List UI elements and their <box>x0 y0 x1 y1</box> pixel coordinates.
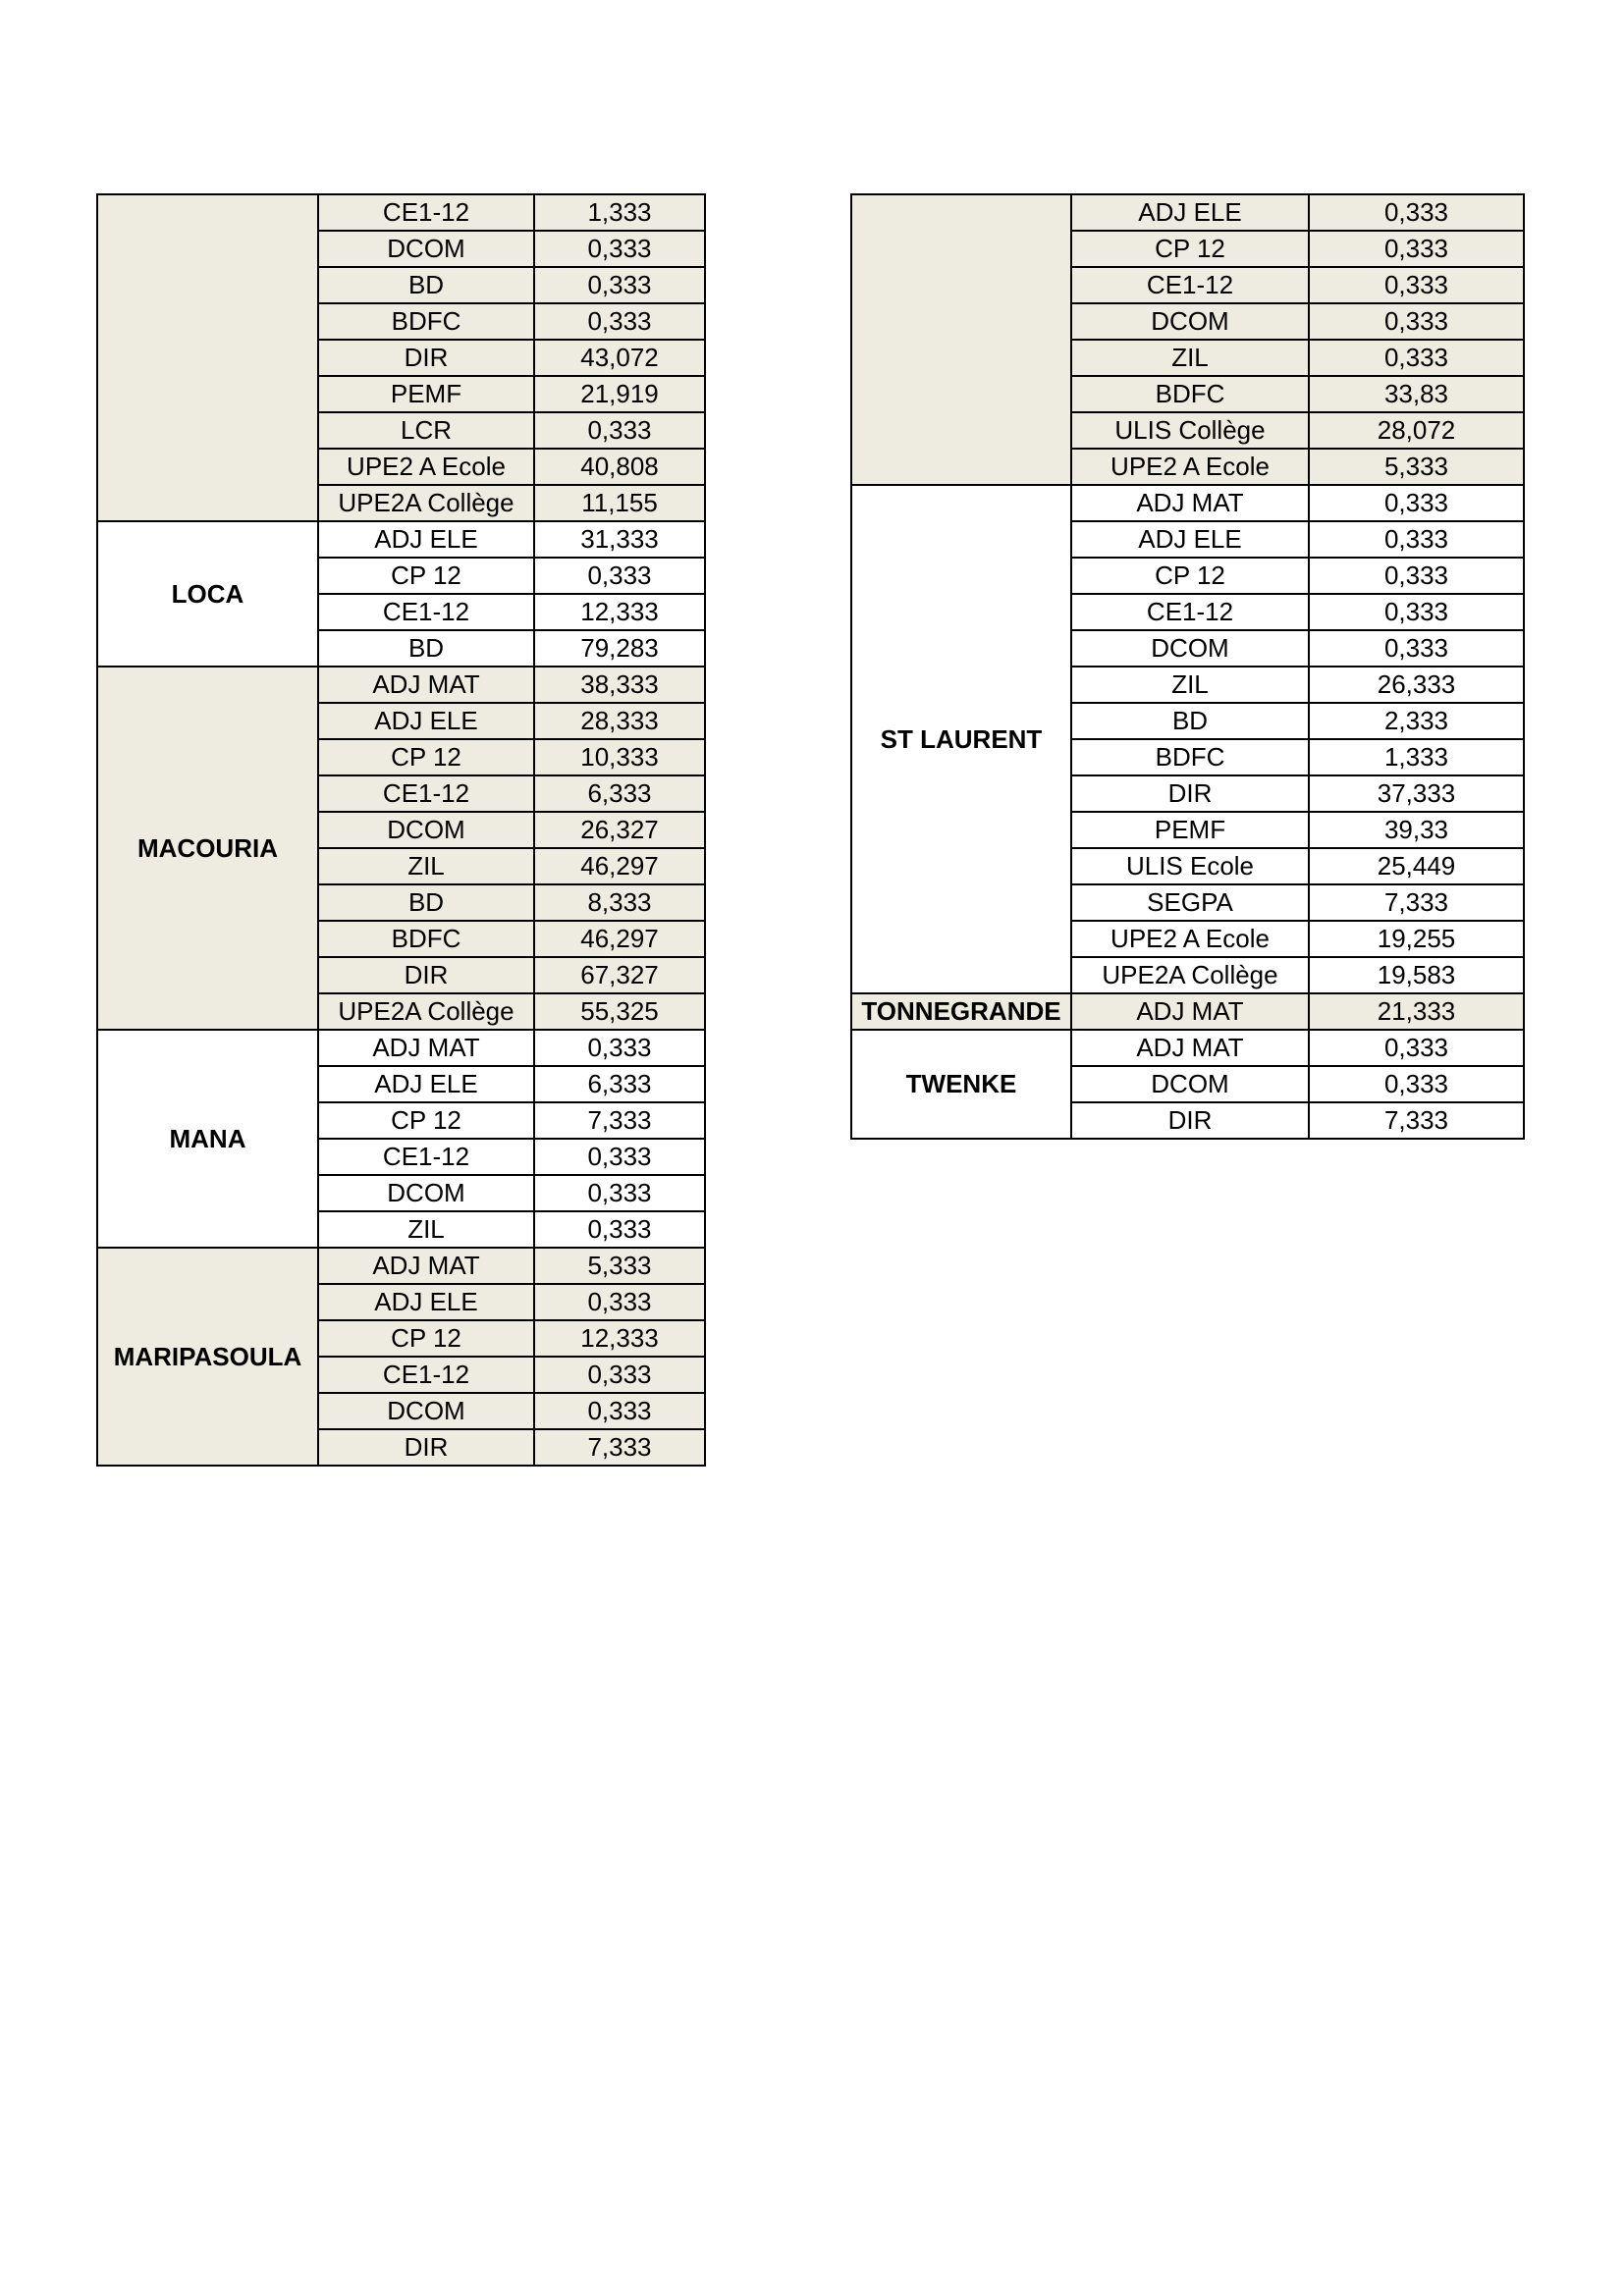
value-cell: 0,333 <box>1309 231 1524 267</box>
position-code-cell: ADJ MAT <box>1071 1030 1309 1066</box>
value-cell: 26,333 <box>1309 667 1524 703</box>
value-cell: 33,83 <box>1309 376 1524 412</box>
value-cell: 0,333 <box>1309 594 1524 630</box>
table-row <box>851 1030 1524 1066</box>
value-cell: 0,333 <box>534 1139 705 1175</box>
position-code-cell: BDFC <box>1071 376 1309 412</box>
value-cell: 0,333 <box>1309 558 1524 594</box>
position-code-cell: CE1-12 <box>318 1357 534 1393</box>
value-cell: 2,333 <box>1309 703 1524 739</box>
position-code-cell: BD <box>318 630 534 667</box>
position-code-cell: SEGPA <box>1071 884 1309 921</box>
position-code-cell: ADJ ELE <box>318 1284 534 1320</box>
value-cell: 10,333 <box>534 739 705 775</box>
group-name-cell <box>97 194 318 521</box>
position-code-cell: LCR <box>318 412 534 449</box>
value-cell: 12,333 <box>534 1320 705 1357</box>
position-code-cell: CE1-12 <box>1071 267 1309 303</box>
value-cell: 5,333 <box>1309 449 1524 485</box>
position-code-cell: BD <box>318 884 534 921</box>
position-code-cell: CP 12 <box>318 1102 534 1139</box>
position-code-cell: ADJ ELE <box>318 703 534 739</box>
value-cell: 39,33 <box>1309 812 1524 848</box>
position-code-cell: DIR <box>318 340 534 376</box>
position-code-cell: BDFC <box>318 921 534 957</box>
group-name-cell: MACOURIA <box>97 667 318 1030</box>
group-name-cell: LOCA <box>97 521 318 667</box>
position-code-cell: UPE2A Collège <box>1071 957 1309 993</box>
value-cell: 0,333 <box>1309 340 1524 376</box>
value-cell: 79,283 <box>534 630 705 667</box>
value-cell: 0,333 <box>1309 194 1524 231</box>
position-code-cell: DIR <box>318 1429 534 1466</box>
position-code-cell: CP 12 <box>318 558 534 594</box>
position-code-cell: DCOM <box>1071 303 1309 340</box>
position-code-cell: BDFC <box>1071 739 1309 775</box>
position-code-cell: DCOM <box>1071 1066 1309 1102</box>
position-code-cell: BD <box>1071 703 1309 739</box>
position-code-cell: CE1-12 <box>318 194 534 231</box>
group-name-cell: ST LAURENT <box>851 485 1071 993</box>
position-code-cell: DIR <box>1071 1102 1309 1139</box>
position-code-cell: ADJ MAT <box>1071 485 1309 521</box>
position-code-cell: ADJ MAT <box>318 1030 534 1066</box>
group-name-cell: MARIPASOULA <box>97 1248 318 1466</box>
position-code-cell: UPE2A Collège <box>318 485 534 521</box>
value-cell: 0,333 <box>534 231 705 267</box>
value-cell: 0,333 <box>534 1030 705 1066</box>
table-row <box>97 667 705 703</box>
position-code-cell: BD <box>318 267 534 303</box>
value-cell: 0,333 <box>534 267 705 303</box>
value-cell: 19,583 <box>1309 957 1524 993</box>
position-code-cell: DIR <box>318 957 534 993</box>
value-cell: 37,333 <box>1309 775 1524 812</box>
position-code-cell: PEMF <box>1071 812 1309 848</box>
position-code-cell: CP 12 <box>1071 231 1309 267</box>
value-cell: 25,449 <box>1309 848 1524 884</box>
position-code-cell: CE1-12 <box>1071 594 1309 630</box>
position-code-cell: ADJ MAT <box>318 667 534 703</box>
value-cell: 40,808 <box>534 449 705 485</box>
position-code-cell: DCOM <box>1071 630 1309 667</box>
value-cell: 0,333 <box>534 1175 705 1211</box>
group-name-cell <box>851 194 1071 485</box>
value-cell: 7,333 <box>534 1102 705 1139</box>
value-cell: 0,333 <box>534 558 705 594</box>
value-cell: 0,333 <box>534 1357 705 1393</box>
position-code-cell: CE1-12 <box>318 594 534 630</box>
position-code-cell: PEMF <box>318 376 534 412</box>
value-cell: 46,297 <box>534 848 705 884</box>
value-cell: 0,333 <box>1309 1066 1524 1102</box>
position-code-cell: ADJ MAT <box>318 1248 534 1284</box>
value-cell: 43,072 <box>534 340 705 376</box>
value-cell: 7,333 <box>534 1429 705 1466</box>
position-code-cell: ADJ ELE <box>1071 194 1309 231</box>
value-cell: 0,333 <box>534 1284 705 1320</box>
position-code-cell: ADJ ELE <box>318 521 534 558</box>
value-cell: 0,333 <box>1309 485 1524 521</box>
value-cell: 0,333 <box>534 412 705 449</box>
position-code-cell: DIR <box>1071 775 1309 812</box>
value-cell: 1,333 <box>534 194 705 231</box>
table-row <box>851 194 1524 231</box>
position-code-cell: CE1-12 <box>318 775 534 812</box>
position-code-cell: CP 12 <box>318 1320 534 1357</box>
position-code-cell: DCOM <box>318 1175 534 1211</box>
value-cell: 55,325 <box>534 993 705 1030</box>
value-cell: 12,333 <box>534 594 705 630</box>
table-row <box>851 993 1524 1030</box>
position-code-cell: DCOM <box>318 812 534 848</box>
position-code-cell: DCOM <box>318 231 534 267</box>
value-cell: 0,333 <box>1309 267 1524 303</box>
position-code-cell: ADJ MAT <box>1071 993 1309 1030</box>
table-row <box>97 1248 705 1284</box>
value-cell: 0,333 <box>534 1393 705 1429</box>
position-code-cell: UPE2A Collège <box>318 993 534 1030</box>
right-allocation-table <box>850 193 1525 1140</box>
group-name-cell: MANA <box>97 1030 318 1248</box>
position-code-cell: UPE2 A Ecole <box>318 449 534 485</box>
position-code-cell: ULIS Ecole <box>1071 848 1309 884</box>
position-code-cell: DCOM <box>318 1393 534 1429</box>
position-code-cell: CE1-12 <box>318 1139 534 1175</box>
value-cell: 6,333 <box>534 775 705 812</box>
position-code-cell: ADJ ELE <box>1071 521 1309 558</box>
position-code-cell: ADJ ELE <box>318 1066 534 1102</box>
group-name-cell: TWENKE <box>851 1030 1071 1139</box>
value-cell: 21,919 <box>534 376 705 412</box>
value-cell: 19,255 <box>1309 921 1524 957</box>
value-cell: 38,333 <box>534 667 705 703</box>
value-cell: 5,333 <box>534 1248 705 1284</box>
position-code-cell: CP 12 <box>1071 558 1309 594</box>
value-cell: 31,333 <box>534 521 705 558</box>
position-code-cell: ZIL <box>1071 340 1309 376</box>
position-code-cell: ZIL <box>318 1211 534 1248</box>
value-cell: 8,333 <box>534 884 705 921</box>
left-allocation-table <box>96 193 706 1467</box>
value-cell: 1,333 <box>1309 739 1524 775</box>
value-cell: 28,072 <box>1309 412 1524 449</box>
position-code-cell: UPE2 A Ecole <box>1071 449 1309 485</box>
table-row <box>97 521 705 558</box>
value-cell: 21,333 <box>1309 993 1524 1030</box>
position-code-cell: ZIL <box>1071 667 1309 703</box>
value-cell: 28,333 <box>534 703 705 739</box>
table-row <box>97 1030 705 1066</box>
value-cell: 26,327 <box>534 812 705 848</box>
position-code-cell: ULIS Collège <box>1071 412 1309 449</box>
value-cell: 6,333 <box>534 1066 705 1102</box>
table-row <box>97 194 705 231</box>
position-code-cell: UPE2 A Ecole <box>1071 921 1309 957</box>
value-cell: 0,333 <box>1309 521 1524 558</box>
value-cell: 7,333 <box>1309 884 1524 921</box>
value-cell: 11,155 <box>534 485 705 521</box>
value-cell: 0,333 <box>1309 303 1524 340</box>
value-cell: 67,327 <box>534 957 705 993</box>
value-cell: 0,333 <box>534 1211 705 1248</box>
position-code-cell: CP 12 <box>318 739 534 775</box>
value-cell: 0,333 <box>1309 1030 1524 1066</box>
group-name-cell: TONNEGRANDE <box>851 993 1071 1030</box>
value-cell: 7,333 <box>1309 1102 1524 1139</box>
value-cell: 0,333 <box>1309 630 1524 667</box>
position-code-cell: BDFC <box>318 303 534 340</box>
value-cell: 46,297 <box>534 921 705 957</box>
table-row <box>851 485 1524 521</box>
position-code-cell: ZIL <box>318 848 534 884</box>
value-cell: 0,333 <box>534 303 705 340</box>
